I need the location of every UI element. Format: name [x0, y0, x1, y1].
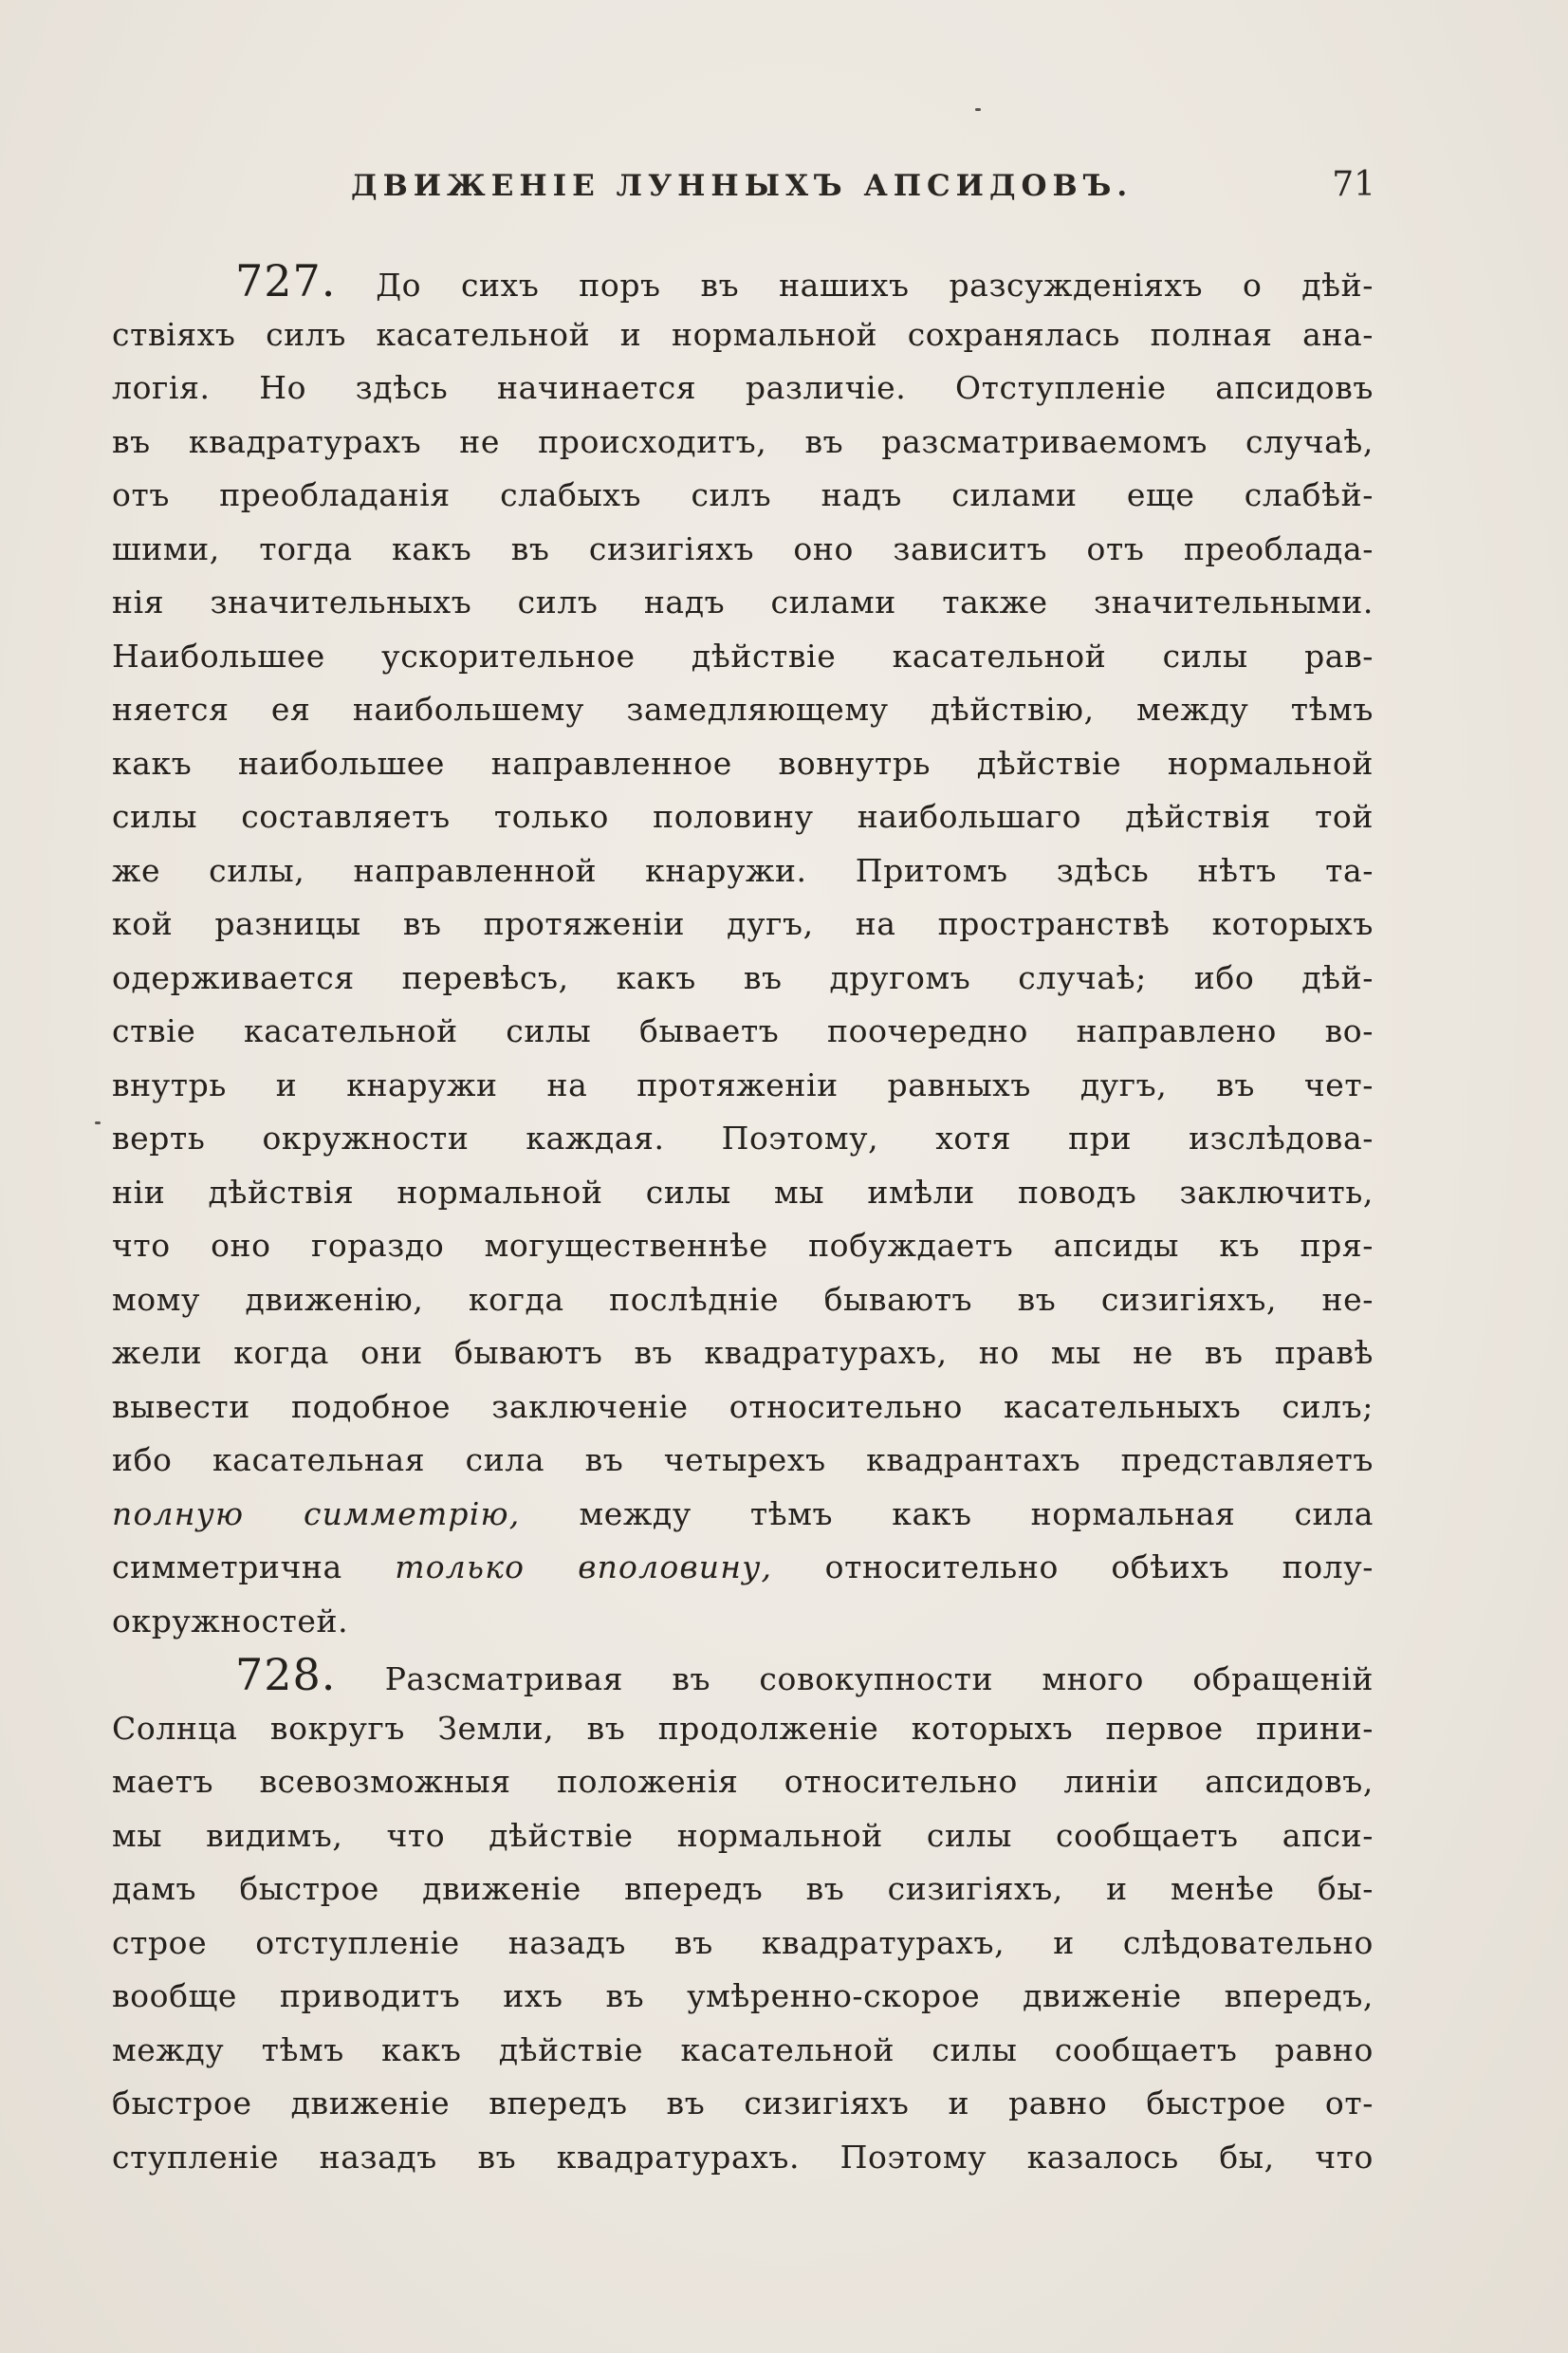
text-line: дамъ быстрое движеніе впередъ въ сизигіяхъ, и менѣе бы- [112, 1870, 1374, 1907]
text-line: вообще приводитъ ихъ въ умѣренно-скорое движеніе впередъ, [112, 1977, 1374, 2014]
text-line: же силы, направленной кнаружи. Притомъ здѣсь нѣтъ та- [112, 851, 1374, 889]
text-line: жели когда они бываютъ въ квадратурахъ, но мы не въ правѣ [112, 1334, 1374, 1371]
text-line: какъ наибольшее направленное вовнутрь дѣйствіе нормальной [112, 744, 1374, 782]
text-line: что оно гораздо могущественнѣе побуждаетъ апсиды къ пря- [112, 1227, 1374, 1264]
text-line: ступленіе назадъ въ квадратурахъ. Поэтому казалось бы, что [112, 2138, 1374, 2176]
text-line: внутрь и кнаружи на протяженіи равныхъ дугъ, въ чет- [112, 1065, 1374, 1103]
text-line: отъ преобладанія слабыхъ силъ надъ силами еще слабѣй- [112, 476, 1374, 513]
ink-speck [975, 108, 981, 111]
text-line: между тѣмъ какъ дѣйствіе касательной силы сообщаетъ равно [112, 2030, 1374, 2068]
text-line: 727. До сихъ поръ въ нашихъ разсужденіяхъ о дѣй- [235, 255, 1374, 306]
page-number: 71 [1332, 165, 1375, 204]
ink-speck [95, 1121, 101, 1124]
text-line: въ квадратурахъ не происходитъ, въ разсматриваемомъ случаѣ, [112, 422, 1374, 460]
text-line: ибо касательная сила въ четырехъ квадрантахъ представляетъ [112, 1441, 1374, 1478]
text-line: мому движенію, когда послѣдніе бываютъ въ сизигіяхъ, не- [112, 1280, 1374, 1318]
paragraph-number: 727. [235, 255, 337, 306]
text-line: верть окружности каждая. Поэтому, хотя при изслѣдова- [112, 1120, 1374, 1157]
text-line: ніи дѣйствія нормальной силы мы имѣли поводъ заключить, [112, 1173, 1374, 1211]
text-line: окружностей. [112, 1602, 349, 1640]
text-line: одерживается перевѣсъ, какъ въ другомъ случаѣ; ибо дѣй- [112, 958, 1374, 996]
text-line: быстрое движеніе впередъ въ сизигіяхъ и равно быстрое от- [112, 2084, 1374, 2121]
text-line: симметрична только вполовину, относительно обѣихъ полу- [112, 1548, 1374, 1585]
text-line: ствіяхъ силъ касательной и нормальной сохранялась полная ана- [112, 315, 1374, 353]
text-line: силы составляетъ только половину наибольшаго дѣйствія той [112, 798, 1374, 835]
text-line: маетъ всевозможныя положенія относительно линіи апсидовъ, [112, 1763, 1374, 1800]
text-line: Солнца вокругъ Земли, въ продолженіе которыхъ первое прини- [112, 1709, 1374, 1747]
text-line: Наибольшее ускорительное дѣйствіе касательной силы рав- [112, 637, 1374, 675]
page-header [114, 165, 1375, 216]
paragraph-number: 728. [235, 1649, 337, 1700]
text-line: 728. Разсматривая въ совокупности много обращеній [235, 1649, 1374, 1700]
italic-phrase: полную симметрію, [112, 1494, 521, 1532]
text-line: ствіе касательной силы бываетъ поочередно направлено во- [112, 1012, 1374, 1049]
text-line: няется ея наибольшему замедляющему дѣйствію, между тѣмъ [112, 691, 1374, 728]
text-line: полную симметрію, между тѣмъ какъ нормальная сила [112, 1494, 1374, 1532]
text-line: шими, тогда какъ въ сизигіяхъ оно зависитъ отъ преоблада- [112, 529, 1374, 567]
text-line: строе отступленіе назадъ въ квадратурахъ, и слѣдовательно [112, 1923, 1374, 1961]
text-line: мы видимъ, что дѣйствіе нормальной силы сообщаетъ апси- [112, 1816, 1374, 1854]
body-text [112, 254, 1374, 2184]
text-line: кой разницы въ протяженіи дугъ, на пространствѣ которыхъ [112, 905, 1374, 942]
text-line: логія. Но здѣсь начинается различіе. Отступленіе апсидовъ [112, 369, 1374, 406]
italic-phrase: только вполовину, [395, 1548, 773, 1585]
text-line: вывести подобное заключеніе относительно касательныхъ силъ; [112, 1387, 1374, 1425]
running-title: ДВИЖЕНІЕ ЛУННЫХЪ АПСИДОВЪ. [351, 169, 1134, 203]
text-line: нія значительныхъ силъ надъ силами также значительными. [112, 584, 1374, 621]
